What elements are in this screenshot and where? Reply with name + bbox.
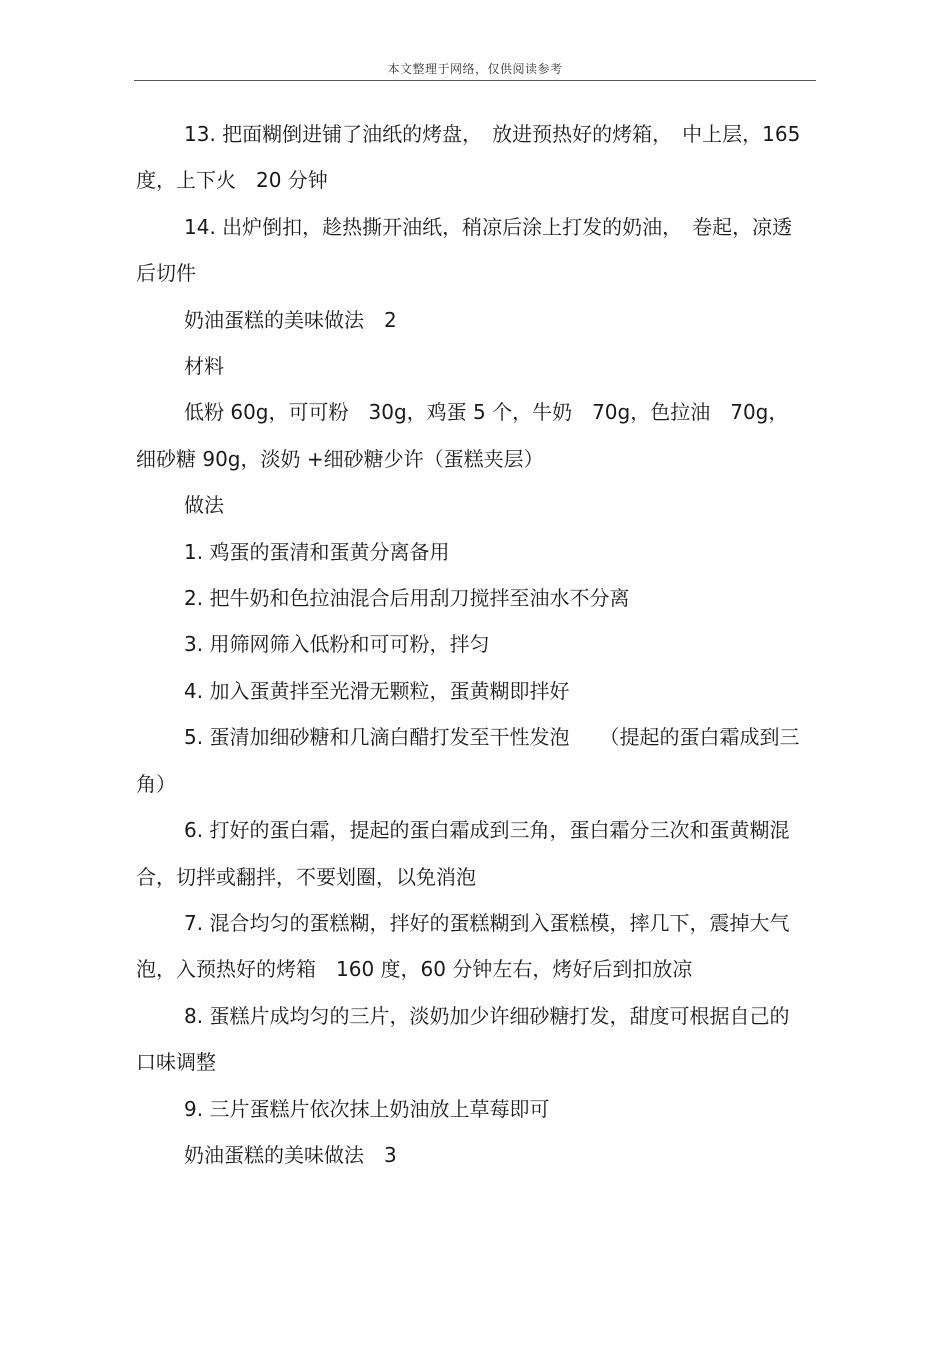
paragraph-step-7: 7. 混合均匀的蛋糕糊，拌好的蛋糕糊到入蛋糕模，摔几下，震掉大气泡，入预热好的烤箱 160 度，60 分钟左右，烤好后到扣放凉	[136, 910, 790, 982]
method-heading: 做法	[184, 493, 224, 518]
paragraph-step-9: 9. 三片蛋糕片依次抹上奶油放上草莓即可	[184, 1096, 550, 1121]
paragraph-step-13: 13. 把面糊倒进铺了油纸的烤盘， 放进预热好的烤箱， 中上层，165 度，上下火 20 分钟	[136, 122, 801, 193]
paragraph-step-6: 6. 打好的蛋白霜，提起的蛋白霜成到三角，蛋白霜分三次和蛋黄糊混合，切拌或翻拌，不要划圈，以免消泡	[136, 818, 790, 889]
section-heading-recipe-2: 奶油蛋糕的美味做法 2	[184, 307, 397, 332]
paragraph-step-2: 2. 把牛奶和色拉油混合后用刮刀搅拌至油水不分离	[184, 586, 630, 611]
paragraph-step-3: 3. 用筛网筛入低粉和可可粉，拌匀	[184, 632, 490, 657]
ingredients-list: 低粉 60g，可可粉 30g，鸡蛋 5 个，牛奶 70g，色拉油 70g，细砂糖 90g，淡奶 +细砂糖少许（蛋糕夹层）	[136, 400, 789, 471]
ingredients-heading: 材料	[184, 354, 224, 379]
paragraph-step-8: 8. 蛋糕片成均匀的三片，淡奶加少许细砂糖打发，甜度可根据自己的口味调整	[136, 1003, 790, 1075]
page-header: 本文整理于网络，仅供阅读参考	[387, 62, 563, 76]
header-divider	[134, 80, 816, 81]
paragraph-step-5: 5. 蛋清加细砂糖和几滴白醋打发至干性发泡 （提起的蛋白霜成到三角）	[136, 725, 800, 796]
paragraph-step-14: 14. 出炉倒扣，趁热撕开油纸，稍凉后涂上打发的奶油， 卷起，凉透后切件	[136, 214, 793, 286]
paragraph-step-4: 4. 加入蛋黄拌至光滑无颗粒，蛋黄糊即拌好	[184, 678, 570, 703]
section-heading-recipe-3: 奶油蛋糕的美味做法 3	[184, 1142, 397, 1167]
document-body	[136, 111, 808, 1178]
paragraph-step-1: 1. 鸡蛋的蛋清和蛋黄分离备用	[184, 539, 450, 564]
